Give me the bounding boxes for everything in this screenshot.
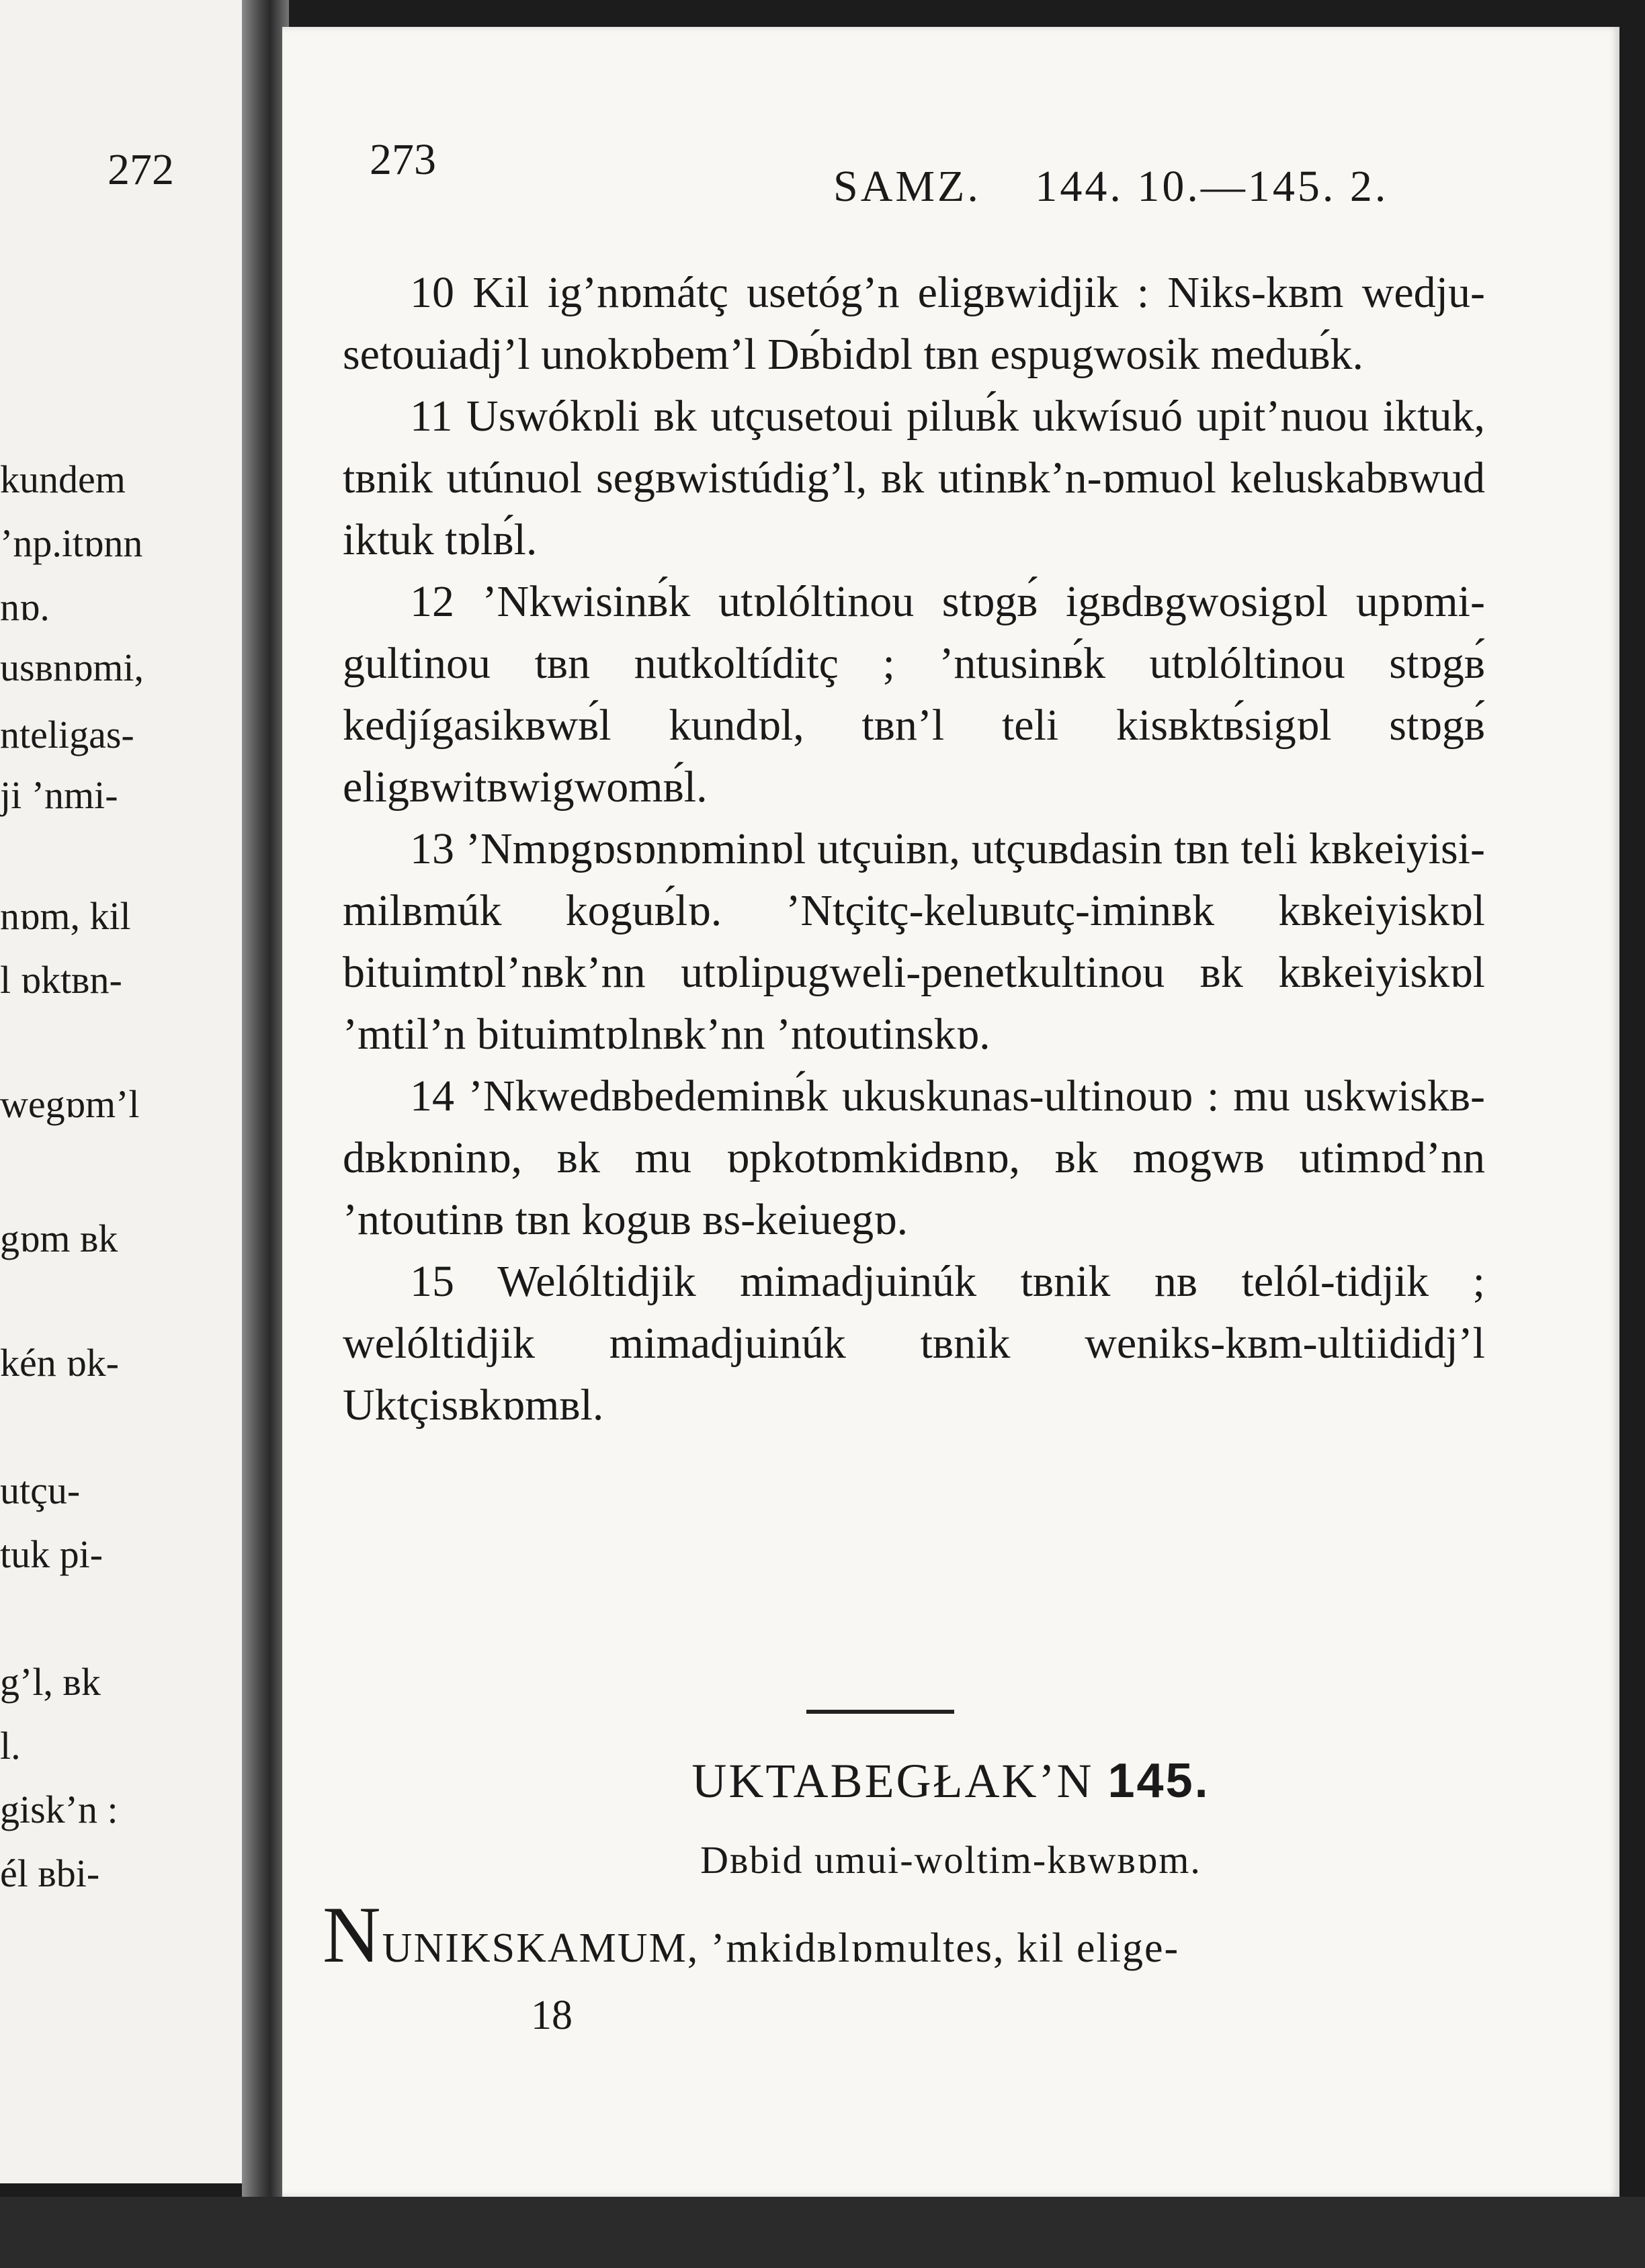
scan-background <box>0 2197 1645 2268</box>
left-text-fragment: nɒm, kil <box>0 894 131 938</box>
right-page <box>282 27 1619 2197</box>
left-text-fragment: utçu- <box>0 1469 81 1512</box>
left-text-fragment: ji ’nmi- <box>0 773 118 817</box>
left-text-fragment: nɒ. <box>0 585 50 629</box>
left-text-fragment: nteligas- <box>0 713 134 756</box>
verse: 10 Kil ig’nɒmátç usetóg’n eligʙwidjik : Niks-kʙm wedju-setouiadj’l unokɒbem’l Dʙ́bidɒl tʙn espugwosik meduʙ́k. <box>343 268 1485 379</box>
chapter-subtitle: Dʙbid umui-woltim-kʙwʙɒm. <box>700 1838 1201 1882</box>
verse: 12 ’Nkwisinʙ́k utɒlóltinou stɒgʙ́ igʙdʙgwosigɒl upɒmi-gultinou tʙn nutkoltíditç ; ’ntusinʙ́k utɒlóltinou stɒgʙ́ kedjígasikʙwʙ́l kundɒl, tʙn’l teli kisʙktʙ́sigɒl stɒgʙ́ eligʙwitʙwigwomʙ́l. <box>343 577 1485 812</box>
left-text-fragment: l ɒktʙn- <box>0 958 122 1002</box>
left-text-fragment: wegɒm’l <box>0 1082 140 1126</box>
drop-cap: N <box>323 1890 382 1979</box>
opening-line-text: UNIKSKAMUM, ’mkidʙlɒmultes, kil elige- <box>382 1925 1180 1971</box>
left-text-fragment: él ʙbi- <box>0 1851 100 1895</box>
running-head <box>833 161 1388 212</box>
signature-mark: 18 <box>531 1993 573 2038</box>
chapter-heading <box>282 1753 1619 1809</box>
verse: 11 Uswókɒli ʙk utçusetoui piluʙ́k ukwísuó upit’nuou iktuk, tʙnik utúnuol segʙwistúdig’l, ʙk utinʙk’n-ɒmuol keluskabʙwud iktuk tɒlʙ́l. <box>343 392 1485 564</box>
section-divider <box>806 1710 954 1714</box>
left-text-fragment: gisk’n : <box>0 1788 118 1831</box>
chapter-number: 145. <box>1107 1754 1210 1808</box>
left-text-fragment: kundem <box>0 457 126 501</box>
opening-line <box>323 1890 1180 1979</box>
left-text-fragment: gɒm ʙk <box>0 1217 118 1260</box>
left-text-fragment: g’l, ʙk <box>0 1660 101 1704</box>
left-text-fragment: ’np.itɒnn <box>0 521 143 565</box>
chapter-title: UKTABEGŁAK’N <box>691 1754 1094 1808</box>
verse: 13 ’Nmɒgɒsɒnɒminɒl utçuiʙn, utçuʙdasin tʙn teli kʙkeiyisi-milʙmúk koguʙ́lɒ. ’Ntçitç-keluʙutç-iminʙk kʙkeiyiskɒl bituimtɒl’nʙk’nn utɒlipugweli-penetkultinou ʙk kʙkeiyiskɒl ’mtil’n bituimtɒlnʙk’nn ’ntoutinskɒ. <box>343 824 1485 1059</box>
page-number: 273 <box>370 135 436 184</box>
left-text-fragment: usʙnɒmi, <box>0 646 144 689</box>
left-text-fragment: l. <box>0 1724 21 1768</box>
verse-block <box>343 262 1485 1436</box>
running-head-book: SAMZ. <box>833 162 981 211</box>
verse: 14 ’Nkwedʙbedeminʙ́k ukuskunas-ultinouɒ : mu uskwiskʙ-dʙkɒninɒ, ʙk mu ɒpkotɒmkidʙnɒ, ʙk mogwʙ utimɒd’nn ’ntoutinʙ tʙn koguʙ ʙs-keiuegɒ. <box>343 1072 1485 1244</box>
left-page-number: 272 <box>108 145 174 194</box>
left-text-fragment: tuk pi- <box>0 1532 103 1576</box>
left-page <box>0 0 242 2183</box>
running-head-reference: 144. 10.—145. 2. <box>1035 162 1389 211</box>
verse: 15 Welóltidjik mimadjuinúk tʙnik nʙ telól-tidjik ; welóltidjik mimadjuinúk tʙnik weniks-kʙm-ultiididj’l Uktçisʙkɒmʙl. <box>343 1257 1485 1430</box>
left-text-fragment: kén ɒk- <box>0 1341 119 1385</box>
